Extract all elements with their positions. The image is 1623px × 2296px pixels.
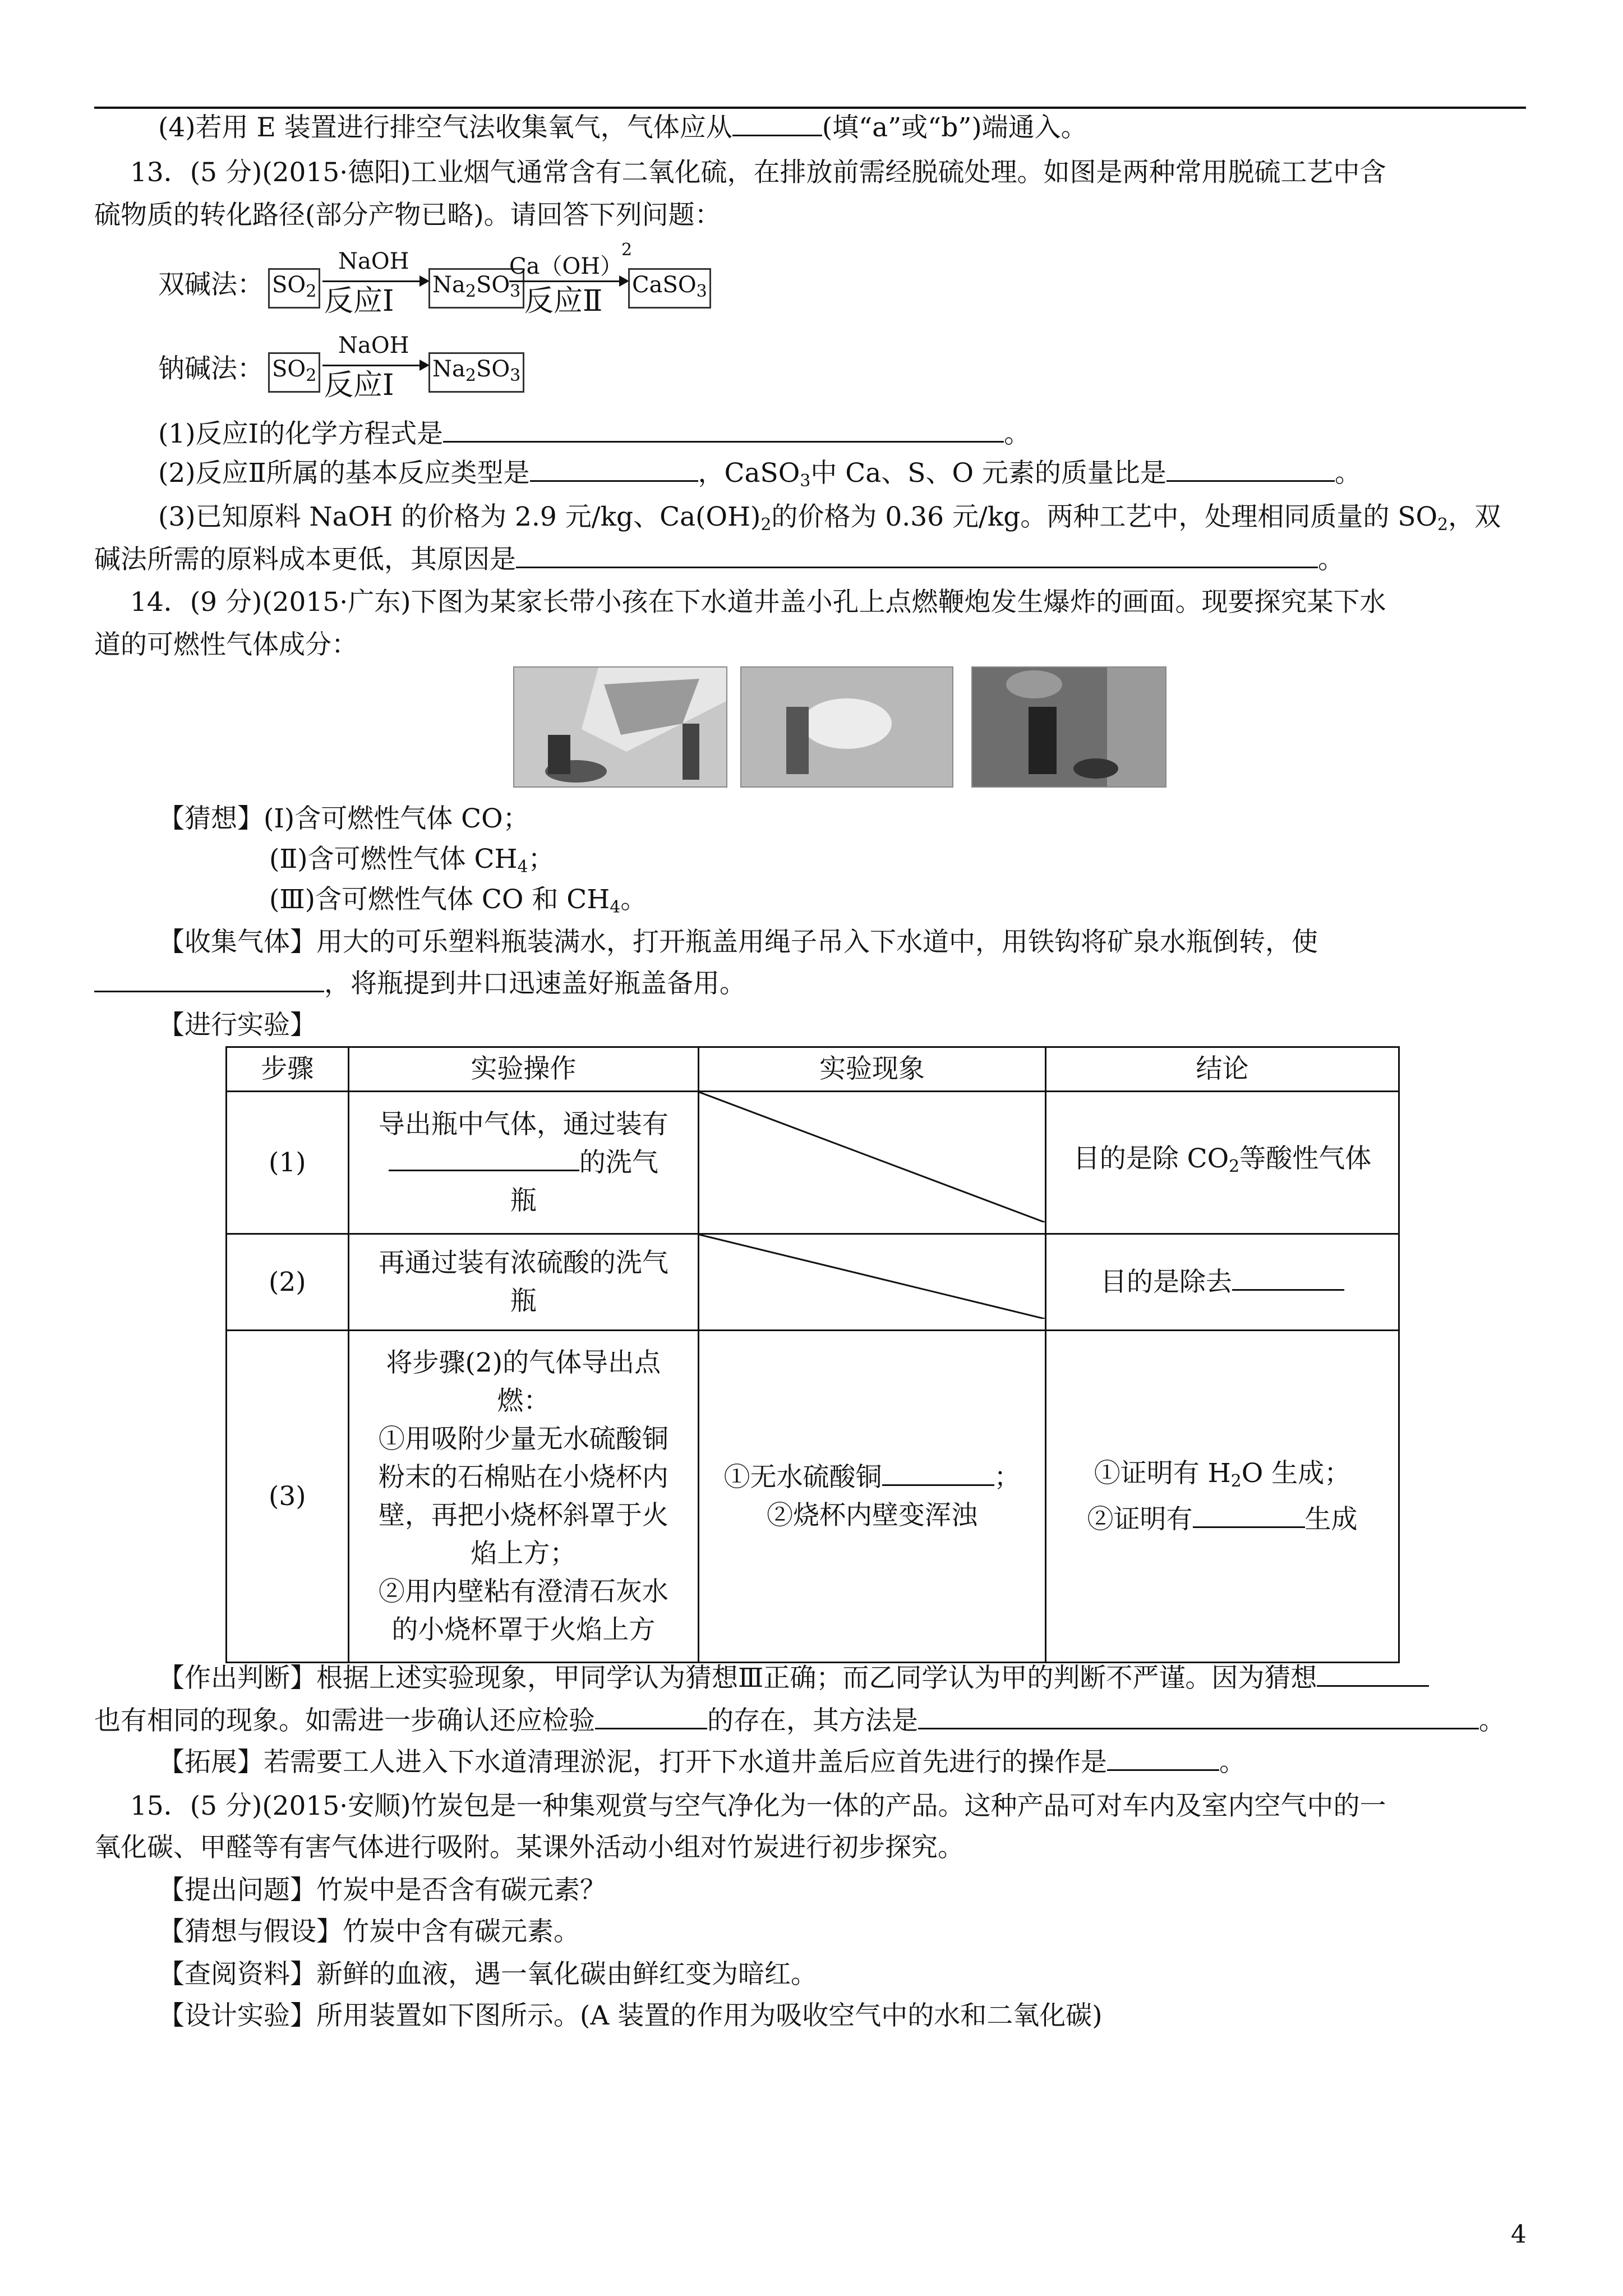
na2so3-box-1: $Na_2SO_3$ [428, 268, 524, 309]
header-step: 步骤 [227, 1047, 349, 1092]
caso3-box: CaSO$_3$ [628, 268, 711, 309]
double-alkali-label: 双碱法： [158, 269, 264, 300]
q13-part2: (2)反应Ⅱ所属的基本反应类型是 ，CaSO$_3$中 Ca、S、O 元素的质量比是 。 [158, 458, 1361, 491]
phenomenon-3: ①无水硫酸铜 ； ②烧杯内壁变浑浊 [699, 1331, 1046, 1663]
operation-2: 再通过装有浓硫酸的洗气 瓶 [348, 1234, 698, 1331]
naoh-label-2: NaOH [338, 333, 409, 358]
collect-gas-line1: 【收集气体】用大的可乐塑料瓶装满水，打开瓶盖用绳子吊入下水道中，用铁钩将矿泉水瓶倒转，使 [158, 927, 1318, 958]
q13-part1: (1)反应Ⅰ的化学方程式是 。 [158, 418, 1031, 449]
phenomenon-2-empty [699, 1234, 1046, 1331]
explosion-photo-2 [740, 666, 953, 788]
header-conclusion: 结论 [1046, 1047, 1399, 1092]
explosion-photo-3 [971, 666, 1166, 788]
header-rule [94, 107, 1526, 109]
step-2: (2) [227, 1234, 349, 1331]
so2-box-2: $SO_2$ [268, 352, 320, 393]
conclusion-3: ①证明有 $H_2O$ 生成； ②证明有 生成 [1046, 1331, 1399, 1663]
q15-line1: 15．(5 分)(2015·安顺)竹炭包是一种集观赏与空气净化为一体的产品。这种产品可对车内及室内空气中的一 [130, 1791, 1386, 1821]
collect-gas-line2: ，将瓶提到井口迅速盖好瓶盖备用。 [94, 966, 746, 1002]
q12-part4: (4)若用 E 装置进行排空气法收集氧气，气体应从 (填“a”或“b”)端通入。 [158, 112, 1087, 143]
conclusion-2: 目的是除去 [1046, 1234, 1399, 1331]
experiment-label: 【进行实验】 [158, 1010, 316, 1041]
extension-line: 【拓展】若需要工人进入下水道清理淤泥，打开下水道井盖后应首先进行的操作是 。 [158, 1747, 1246, 1778]
conclusion-1: 目的是除 $CO_2$等酸性气体 [1046, 1092, 1399, 1234]
phenomenon-1-empty [699, 1092, 1046, 1234]
q15-line2: 氧化碳、甲醛等有害气体进行吸附。某课外活动小组对竹炭进行初步探究。 [94, 1832, 964, 1863]
judgement-line1: 【作出判断】根据上述实验现象，甲同学认为猜想Ⅲ正确；而乙同学认为甲的判断不严谨。因为猜想 [158, 1660, 1429, 1696]
q15-design: 【设计实验】所用装置如下图所示。(A 装置的作用为吸收空气中的水和二氧化碳) [158, 2000, 1103, 2031]
table-row [227, 1234, 1399, 1331]
header-operation: 实验操作 [348, 1047, 698, 1092]
table-row [227, 1092, 1399, 1234]
operation-1: 导出瓶中气体，通过装有 的洗气 瓶 [348, 1092, 698, 1234]
q13-line1: 13．(5 分)(2015·德阳)工业烟气通常含有二氧化硫，在排放前需经脱硫处理。如图是两种常用脱硫工艺中含 [130, 157, 1386, 188]
judgement-line2: 也有相同的现象。如需进一步确认还应检验 的存在，其方法是 。 [94, 1705, 1505, 1736]
explosion-photo-1 [513, 666, 727, 788]
naoh-label-1: NaOH [338, 249, 409, 274]
guess-3: (Ⅲ)含可燃性气体 CO 和 $CH_4$。 [269, 884, 647, 917]
q13-part3-line1: (3)已知原料 NaOH 的价格为 2.9 元/kg、$Ca(OH)_2$的价格为 0.36 元/kg。两种工艺中，处理相同质量的 $SO_2$，双 [158, 501, 1501, 535]
q14-line1: 14．(9 分)(2015·广东)下图为某家长带小孩在下水道井盖小孔上点燃鞭炮发生爆炸的画面。现要探究某下水 [130, 587, 1386, 618]
q13-part3-line2: 碱法所需的原料成本更低，其原因是 。 [94, 544, 1344, 575]
header-phenomenon: 实验现象 [699, 1047, 1046, 1092]
q15-question: 【提出问题】竹炭中是否含有碳元素？ [158, 1875, 606, 1906]
guess-2: (Ⅱ)含可燃性气体 $CH_4$； [269, 844, 555, 877]
q14-line2: 道的可燃性气体成分： [94, 629, 358, 660]
so2-box-1: $SO_2$ [268, 268, 320, 309]
q13-line2: 硫物质的转化路径(部分产物已略)。请回答下列问题： [94, 200, 721, 231]
sodium-alkali-label: 钠碱法： [158, 353, 264, 384]
operation-3: 将步骤(2)的气体导出点 燃： ①用吸附少量无水硫酸铜 粉末的石棉贴在小烧杯内 壁，再把小烧杯斜罩于火 焰上方； ②用内壁粘有澄清石灰水 的小烧杯罩于火焰上方 [348, 1331, 698, 1663]
step-1: (1) [227, 1092, 349, 1234]
table-header-row [227, 1047, 1399, 1092]
q15-hypothesis: 【猜想与假设】竹炭中含有碳元素。 [158, 1916, 580, 1947]
experiment-table [225, 1046, 1400, 1663]
step-3: (3) [227, 1331, 349, 1663]
na2so3-box-2: $Na_2SO_3$ [428, 352, 524, 393]
guess-1: 【猜想】(Ⅰ)含可燃性气体 CO； [158, 803, 529, 834]
page-number: 4 [1511, 2220, 1527, 2249]
table-row [227, 1331, 1399, 1663]
reaction-1-label-1: 反应Ⅰ [324, 284, 394, 318]
reaction-2-label: 反应Ⅱ [524, 284, 603, 318]
caoh-sub: 2 [621, 240, 633, 260]
reaction-1-label-2: 反应Ⅰ [324, 369, 394, 402]
caoh-label: Ca（OH） [509, 254, 623, 279]
q15-reference: 【查阅资料】新鲜的血液，遇一氧化碳由鲜红变为暗红。 [158, 1959, 817, 1990]
